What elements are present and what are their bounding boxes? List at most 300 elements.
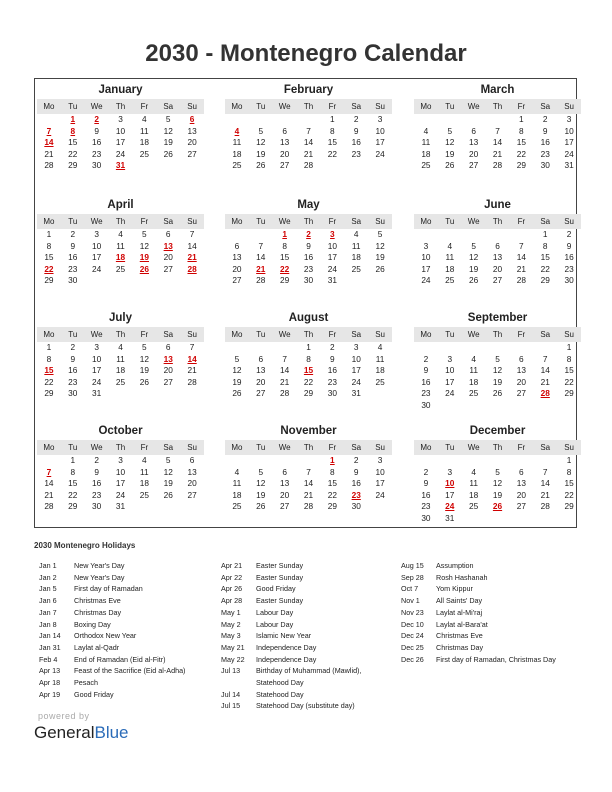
empty-day-cell: [438, 455, 462, 467]
weekday-label: Fr: [328, 217, 337, 226]
empty-day-cell: [438, 342, 462, 354]
day-cell: 29: [44, 388, 54, 399]
day-cell: 9: [423, 478, 429, 489]
holidays-heading: 2030 Montenegro Holidays: [34, 541, 136, 550]
week-row: [37, 490, 204, 502]
weekday-label: Tu: [256, 330, 266, 339]
day-cell: 1: [519, 114, 524, 124]
week-row: [414, 160, 581, 172]
holiday-day-cell: 28: [187, 263, 197, 274]
weekday-label: Th: [492, 330, 503, 339]
day-cell: 26: [163, 148, 173, 159]
day-cell: 16: [303, 252, 314, 263]
empty-day-cell: [414, 114, 438, 126]
day-cell: 6: [519, 353, 524, 364]
day-cell: 22: [564, 489, 574, 500]
day-cell: 20: [469, 148, 479, 159]
holiday-entry: [221, 607, 361, 619]
week-row: [37, 467, 204, 479]
day-cell: 16: [351, 478, 361, 489]
empty-day-cell: [438, 229, 462, 241]
empty-day-cell: [156, 501, 180, 513]
day-cell: 2: [423, 466, 429, 477]
day-cell: 29: [540, 275, 550, 286]
day-cell: 21: [540, 489, 550, 500]
day-cell: 8: [46, 353, 52, 364]
weekday-label: Fr: [517, 330, 526, 339]
week-row: [37, 137, 204, 149]
day-cell: 9: [330, 353, 335, 364]
holiday-name: Good Friday: [74, 689, 114, 699]
day-cell: 27: [469, 160, 479, 171]
weekday-label: Tu: [68, 217, 78, 226]
month-name: February: [283, 84, 334, 96]
day-cell: 25: [139, 148, 149, 159]
empty-day-cell: [225, 114, 249, 126]
day-cell: 27: [187, 489, 197, 500]
day-cell: 30: [68, 388, 78, 399]
week-row: [37, 365, 204, 377]
empty-day-cell: [249, 229, 273, 241]
week-row: [414, 354, 581, 366]
day-cell: 21: [303, 489, 314, 500]
day-cell: 30: [92, 160, 102, 171]
day-cell: 2: [330, 342, 335, 352]
day-cell: 17: [445, 489, 455, 500]
holiday-day-cell: 2: [94, 114, 99, 124]
day-cell: 6: [234, 240, 240, 251]
day-cell: 29: [280, 275, 290, 286]
empty-day-cell: [225, 342, 249, 354]
day-cell: 15: [44, 252, 54, 263]
holiday-entry: [39, 583, 185, 595]
day-cell: 24: [115, 489, 126, 500]
day-cell: 6: [495, 240, 500, 251]
day-cell: 26: [232, 388, 242, 399]
holiday-day-cell: 6: [189, 114, 195, 124]
holiday-name: Rosh Hashanah: [436, 572, 488, 582]
month-february: [225, 83, 392, 172]
day-cell: 9: [353, 466, 359, 477]
holiday-day-cell: 19: [139, 252, 149, 263]
holiday-day-cell: 7: [46, 125, 52, 136]
empty-day-cell: [462, 455, 486, 467]
day-cell: 20: [187, 137, 197, 148]
holiday-name: Pesach: [74, 678, 98, 688]
brand-blue: Blue: [94, 723, 129, 742]
day-cell: 27: [516, 388, 526, 399]
weekday-label: Su: [187, 330, 197, 339]
day-cell: 3: [377, 455, 383, 465]
empty-day-cell: [533, 400, 557, 412]
holiday-name: Statehood Day: [256, 689, 304, 699]
holiday-date: Jan 6: [39, 596, 57, 606]
day-cell: 4: [234, 466, 240, 477]
day-cell: 18: [351, 252, 361, 263]
holiday-name: Boxing Day: [74, 619, 111, 629]
week-row: [414, 377, 581, 389]
empty-day-cell: [533, 513, 557, 525]
weekday-header: [414, 440, 581, 455]
day-cell: 1: [46, 342, 52, 352]
holiday-entry: [221, 654, 361, 666]
empty-day-cell: [156, 388, 180, 400]
weekday-label: We: [90, 443, 103, 452]
day-cell: 30: [327, 388, 337, 399]
day-cell: 28: [187, 376, 197, 387]
day-cell: 3: [94, 229, 99, 239]
day-cell: 23: [421, 388, 431, 399]
holiday-name: Christmas Day: [436, 642, 484, 652]
day-cell: 15: [327, 478, 337, 489]
holiday-date: Jan 2: [39, 572, 57, 582]
day-cell: 3: [353, 342, 359, 352]
day-cell: 29: [564, 501, 574, 512]
holiday-entry: [401, 583, 556, 595]
holiday-day-cell: 14: [187, 353, 197, 364]
day-cell: 10: [564, 125, 574, 136]
day-cell: 10: [445, 365, 455, 376]
holiday-date: Jan 31: [39, 642, 61, 652]
day-cell: 13: [516, 365, 526, 376]
day-cell: 20: [516, 376, 526, 387]
weekday-label: Mo: [420, 330, 432, 339]
day-cell: 7: [189, 229, 195, 239]
day-cell: 15: [280, 252, 290, 263]
weekday-label: Su: [564, 217, 574, 226]
holiday-name: Independence Day: [256, 654, 317, 664]
week-row: [414, 467, 581, 479]
week-row: [225, 264, 392, 276]
holiday-name: Labour Day: [256, 619, 294, 629]
day-cell: 28: [256, 275, 266, 286]
weekday-label: Su: [187, 102, 197, 111]
day-cell: 27: [187, 148, 197, 159]
holiday-name: First day of Ramadan, Christmas Day: [436, 654, 556, 664]
day-cell: 21: [540, 376, 550, 387]
holiday-day-cell: 4: [234, 125, 240, 136]
week-row: [414, 275, 581, 287]
day-cell: 21: [44, 148, 54, 159]
week-row: [225, 478, 392, 490]
day-cell: 25: [115, 376, 126, 387]
week-row: [37, 229, 204, 241]
day-cell: 10: [92, 353, 102, 364]
day-cell: 19: [492, 489, 503, 500]
day-cell: 28: [44, 160, 54, 171]
day-cell: 21: [303, 148, 314, 159]
day-cell: 18: [469, 376, 479, 387]
week-row: [414, 149, 581, 161]
empty-day-cell: [368, 275, 392, 287]
empty-day-cell: [37, 455, 61, 467]
week-row: [37, 149, 204, 161]
empty-day-cell: [557, 513, 581, 525]
weekday-label: Su: [375, 217, 385, 226]
week-row: [414, 455, 581, 467]
holiday-date: Jan 7: [39, 607, 57, 617]
day-cell: 27: [516, 501, 526, 512]
day-cell: 3: [377, 114, 383, 124]
day-cell: 7: [495, 125, 500, 136]
day-cell: 12: [163, 125, 173, 136]
day-cell: 30: [421, 399, 431, 410]
weekday-label: Sa: [351, 443, 362, 452]
holiday-name: Yom Kippur: [436, 584, 473, 594]
holiday-name: Islamic New Year: [256, 631, 312, 641]
day-cell: 23: [303, 263, 314, 274]
holiday-date: Apr 19: [39, 689, 61, 699]
day-cell: 24: [351, 376, 361, 387]
holiday-day-cell: 15: [303, 365, 314, 376]
day-cell: 1: [306, 342, 311, 352]
day-cell: 14: [492, 137, 503, 148]
day-cell: 20: [163, 252, 173, 263]
day-cell: 17: [115, 137, 126, 148]
month-july: [37, 311, 204, 400]
day-cell: 18: [232, 489, 242, 500]
weekday-label: We: [90, 330, 103, 339]
holiday-list-column-2: [221, 560, 361, 712]
holiday-name: Easter Sunday: [256, 596, 304, 606]
day-cell: 13: [280, 137, 290, 148]
day-cell: 15: [540, 252, 550, 263]
holiday-entry: [401, 595, 556, 607]
day-cell: 20: [280, 148, 290, 159]
day-cell: 10: [115, 125, 126, 136]
week-row: [225, 160, 392, 172]
day-cell: 11: [232, 137, 242, 148]
month-september: [414, 311, 581, 412]
day-cell: 14: [516, 252, 526, 263]
holiday-date: Feb 4: [39, 654, 58, 664]
day-cell: 3: [94, 342, 99, 352]
day-cell: 21: [492, 148, 503, 159]
day-cell: 14: [280, 365, 290, 376]
week-row: [225, 342, 392, 354]
day-cell: 22: [327, 148, 337, 159]
week-row: [225, 501, 392, 513]
holiday-date: Aug 15: [401, 561, 424, 570]
weekday-header: [414, 99, 581, 114]
empty-day-cell: [509, 400, 533, 412]
day-cell: 25: [139, 489, 149, 500]
empty-day-cell: [533, 455, 557, 467]
weekday-label: Mo: [43, 330, 55, 339]
empty-day-cell: [156, 275, 180, 287]
day-cell: 14: [540, 478, 550, 489]
holiday-entry: [39, 595, 185, 607]
weekday-label: Th: [303, 443, 314, 452]
day-cell: 13: [516, 478, 526, 489]
day-cell: 15: [516, 137, 526, 148]
empty-day-cell: [109, 388, 133, 400]
day-cell: 24: [92, 263, 102, 274]
holiday-day-cell: 15: [44, 365, 54, 376]
weekday-label: We: [90, 217, 103, 226]
day-cell: 20: [516, 489, 526, 500]
day-cell: 17: [421, 263, 431, 274]
week-row: [37, 264, 204, 276]
holiday-entry: [39, 560, 185, 572]
holiday-date: Apr 13: [39, 666, 61, 676]
holiday-entry: [39, 619, 185, 631]
day-cell: 19: [163, 478, 173, 489]
day-cell: 7: [542, 466, 548, 477]
day-cell: 2: [353, 114, 359, 124]
day-cell: 24: [445, 388, 455, 399]
month-october: [37, 424, 204, 513]
day-cell: 8: [282, 240, 287, 251]
month-april: [37, 198, 204, 287]
day-cell: 11: [375, 353, 385, 364]
day-cell: 31: [351, 388, 361, 399]
week-row: [37, 388, 204, 400]
weekday-label: Th: [492, 443, 503, 452]
empty-day-cell: [509, 229, 533, 241]
day-cell: 8: [566, 466, 572, 477]
day-cell: 27: [280, 501, 290, 512]
page-title: 2030 - Montenegro Calendar: [145, 40, 467, 67]
day-cell: 19: [445, 148, 455, 159]
empty-day-cell: [368, 501, 392, 513]
week-row: [414, 229, 581, 241]
day-cell: 10: [351, 353, 361, 364]
day-cell: 19: [256, 148, 266, 159]
day-cell: 14: [303, 137, 314, 148]
week-row: [414, 478, 581, 490]
day-cell: 31: [445, 512, 455, 523]
holiday-day-cell: 26: [139, 263, 149, 274]
holiday-date: Dec 24: [401, 631, 424, 641]
weekday-label: Sa: [163, 443, 174, 452]
month-december: [414, 424, 581, 525]
month-name: August: [288, 312, 329, 324]
holiday-date: Jan 14: [39, 631, 61, 641]
weekday-label: We: [467, 217, 480, 226]
month-name: December: [469, 425, 526, 437]
holiday-entry: [401, 642, 556, 654]
holiday-name: Laylat al-Bara'at: [436, 619, 488, 629]
week-row: [37, 478, 204, 490]
day-cell: 4: [377, 342, 383, 352]
day-cell: 9: [353, 125, 359, 136]
day-cell: 17: [375, 478, 385, 489]
holiday-date: May 1: [221, 607, 241, 617]
holiday-name: Statehood Day: [256, 678, 304, 688]
day-cell: 11: [351, 240, 361, 251]
holiday-entry: [39, 689, 185, 701]
weekday-label: Mo: [231, 102, 243, 111]
day-cell: 26: [163, 489, 173, 500]
weekday-label: Sa: [351, 217, 362, 226]
holiday-entry: [39, 642, 185, 654]
holiday-date: Oct 7: [401, 584, 419, 594]
empty-day-cell: [180, 388, 204, 400]
week-row: [414, 513, 581, 525]
day-cell: 5: [142, 342, 147, 352]
day-cell: 13: [232, 252, 242, 263]
powered-by-label: powered by: [38, 711, 90, 721]
day-cell: 30: [421, 512, 431, 523]
day-cell: 5: [258, 466, 264, 477]
empty-day-cell: [344, 275, 368, 287]
holiday-name: Feast of the Sacrifice (Eid al-Adha): [74, 666, 186, 676]
day-cell: 31: [564, 160, 574, 171]
holiday-date: Jul 15: [221, 701, 241, 711]
generalblue-logo[interactable]: [34, 723, 129, 743]
day-cell: 14: [44, 478, 54, 489]
day-cell: 9: [542, 125, 548, 136]
empty-day-cell: [273, 342, 297, 354]
day-cell: 27: [256, 388, 266, 399]
holiday-date: Apr 26: [221, 584, 243, 594]
day-cell: 16: [68, 252, 78, 263]
holiday-name: Easter Sunday: [256, 561, 304, 570]
day-cell: 5: [234, 353, 240, 364]
day-cell: 18: [232, 148, 242, 159]
day-cell: 31: [92, 388, 102, 399]
holiday-entry: [221, 572, 361, 584]
day-cell: 6: [189, 455, 195, 465]
day-cell: 12: [232, 365, 242, 376]
weekday-label: We: [278, 443, 291, 452]
weekday-label: Fr: [140, 102, 149, 111]
day-cell: 24: [115, 148, 126, 159]
weekday-label: Th: [115, 443, 126, 452]
day-cell: 2: [423, 353, 429, 364]
holiday-name: Independence Day: [256, 642, 317, 652]
weekday-header: [37, 99, 204, 114]
holiday-name: First day of Ramadan: [74, 584, 143, 594]
empty-day-cell: [132, 388, 156, 400]
week-row: [225, 229, 392, 241]
holiday-day-cell: 2: [306, 229, 311, 239]
day-cell: 22: [540, 263, 550, 274]
holiday-date: Sep 28: [401, 572, 424, 582]
day-cell: 16: [92, 137, 102, 148]
day-cell: 9: [70, 353, 76, 364]
day-cell: 18: [139, 478, 149, 489]
weekday-label: We: [467, 330, 480, 339]
day-cell: 21: [187, 365, 197, 376]
empty-day-cell: [156, 160, 180, 172]
holiday-name: Statehood Day (substitute day): [256, 701, 355, 711]
day-cell: 19: [232, 376, 242, 387]
day-cell: 15: [564, 478, 574, 489]
day-cell: 7: [258, 240, 264, 251]
weekday-label: Tu: [445, 330, 455, 339]
week-row: [37, 241, 204, 253]
week-row: [414, 388, 581, 400]
holiday-date: Nov 23: [401, 607, 424, 617]
holiday-date: Dec 26: [401, 654, 424, 664]
day-cell: 4: [471, 353, 476, 364]
empty-day-cell: [414, 342, 438, 354]
day-cell: 22: [327, 489, 337, 500]
holiday-entry: [401, 630, 556, 642]
holiday-entry: [221, 689, 361, 701]
day-cell: 27: [163, 376, 173, 387]
day-cell: 6: [282, 125, 287, 136]
empty-day-cell: [273, 114, 297, 126]
day-cell: 4: [118, 229, 123, 239]
day-cell: 29: [68, 160, 78, 171]
weekday-label: We: [467, 102, 480, 111]
day-cell: 10: [421, 252, 431, 263]
weekday-label: Tu: [256, 102, 266, 111]
day-cell: 15: [327, 137, 337, 148]
